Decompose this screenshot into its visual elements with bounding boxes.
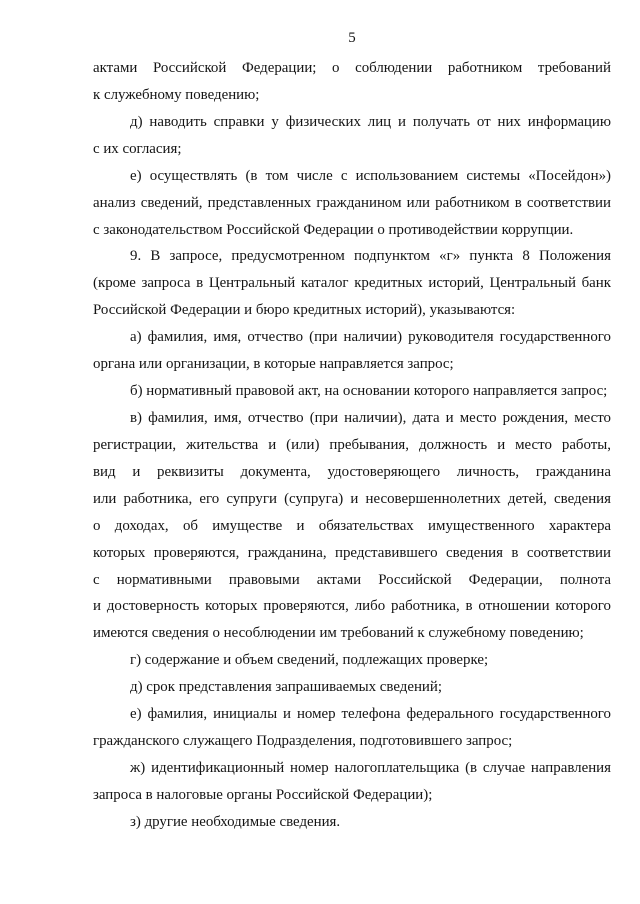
text-line: (кроме запроса в Центральный каталог кредитных историй, Центральный банк (93, 275, 611, 292)
text-line: и достоверность которых проверяются, либо работника, в отношении которого (93, 598, 611, 615)
text-line: с нормативными правовыми актами Российской Федерации, полнота (93, 571, 611, 588)
text-line: о доходах, об имуществе и обязательствах имущественного характера (93, 517, 611, 534)
text-line: с их согласия; (93, 140, 182, 157)
text-line: 9. В запросе, предусмотренном подпунктом «г» пункта 8 Положения (130, 248, 611, 265)
text-line: актами Российской Федерации; о соблюдении работником требований (93, 60, 611, 76)
text-line: которых проверяются, гражданина, представившего сведения в соответствии (93, 544, 611, 561)
text-line: регистрации, жительства и (или) пребывания, должность и место работы, (93, 436, 611, 453)
text-line: имеются сведения о несоблюдении им требований к служебному поведению; (93, 625, 584, 642)
text-line: с законодательством Российской Федерации о противодействии коррупции. (93, 221, 574, 238)
text-line: б) нормативный правовой акт, на основании которого направляется запрос; (130, 383, 608, 400)
text-line: е) осуществлять (в том числе с использованием системы «Посейдон») (130, 167, 611, 184)
text-line: г) содержание и объем сведений, подлежащих проверке; (130, 652, 489, 669)
text-line: анализ сведений, представленных гражданином или работником в соответствии (93, 194, 611, 211)
text-line: Российской Федерации и бюро кредитных историй), указываются: (93, 302, 516, 319)
subitem-b-legal-act (93, 378, 611, 405)
subitem-zh-taxpayer-id (93, 755, 611, 809)
subitem-d-inquiries (93, 109, 611, 163)
subitem-a-addressee (93, 324, 611, 378)
paragraph-continuation (93, 55, 611, 109)
text-line: ж) идентификационный номер налогоплательщика (в случае направления (130, 759, 611, 776)
subitem-g-scope (93, 647, 611, 674)
text-line: а) фамилия, имя, отчество (при наличии) руководителя государственного (130, 329, 611, 346)
subitem-d-deadline (93, 674, 611, 701)
text-line: з) другие необходимые сведения. (130, 813, 341, 830)
text-line: запроса в налоговые органы Российской Федерации); (93, 786, 433, 803)
document-body (93, 55, 611, 836)
text-line: д) срок представления запрашиваемых сведений; (130, 679, 443, 696)
text-line: вид и реквизиты документа, удостоверяющего личность, гражданина (93, 463, 611, 480)
text-line: е) фамилия, инициалы и номер телефона федерального государственного (130, 706, 611, 723)
text-line: к служебному поведению; (93, 86, 260, 103)
subitem-e-contact (93, 701, 611, 755)
text-line: органа или организации, в которые направляется запрос; (93, 356, 454, 373)
item-9-request-contents (93, 243, 611, 324)
text-line: гражданского служащего Подразделения, подготовившего запрос; (93, 733, 513, 750)
text-line: д) наводить справки у физических лиц и получать от них информацию (130, 113, 611, 130)
page-number: 5 (348, 30, 356, 46)
text-line: или работника, его супруги (супруга) и несовершеннолетних детей, сведения (93, 490, 611, 507)
subitem-v-person-details (93, 405, 611, 647)
subitem-z-other (93, 809, 611, 836)
text-line: в) фамилия, имя, отчество (при наличии), дата и место рождения, место (130, 409, 611, 426)
subitem-e-analysis (93, 163, 611, 244)
